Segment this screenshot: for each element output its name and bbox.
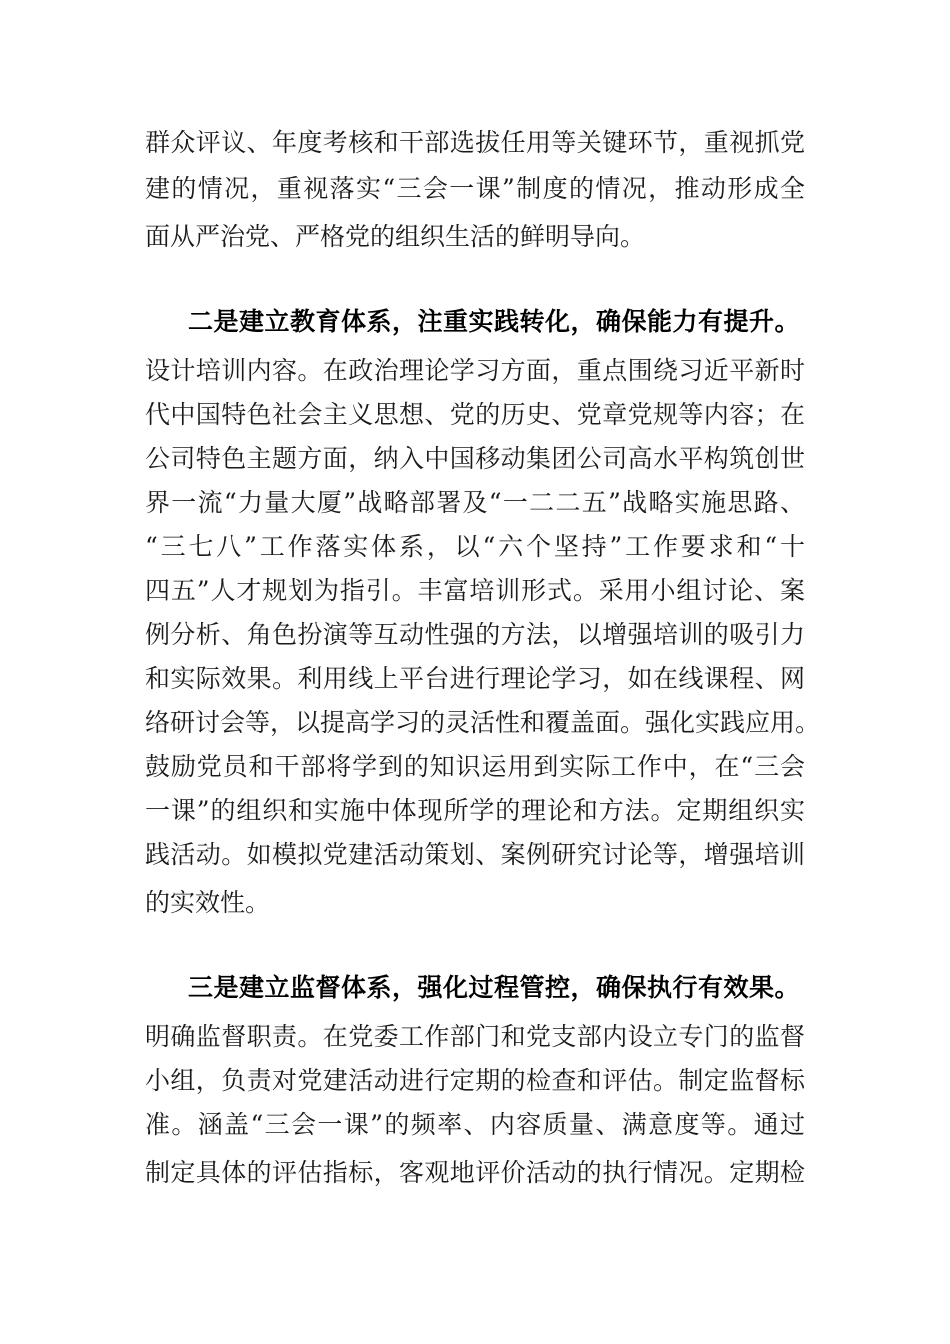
paragraph-line: 代中国特色社会主义思想、党的历史、党章党规等内容；在 xyxy=(145,400,805,429)
paragraph-line: 准。涵盖“三会一课”的频率、内容质量、满意度等。通过 xyxy=(145,1110,805,1139)
paragraph-line: 公司特色主题方面，纳入中国移动集团公司高水平构筑创世 xyxy=(145,444,805,473)
paragraph-line: 的实效性。 xyxy=(145,888,271,917)
paragraph-line: 面从严治党、严格党的组织生活的鲜明导向。 xyxy=(145,222,646,251)
paragraph-line: 一课”的组织和实施中体现所学的理论和方法。定期组织实 xyxy=(145,796,805,825)
section-heading-supervision: 三是建立监督体系，强化过程管控，确保执行有效果。 xyxy=(188,973,801,1002)
paragraph-line: 小组，负责对党建活动进行定期的检查和评估。制定监督标 xyxy=(145,1066,805,1095)
paragraph-line: 鼓励党员和干部将学到的知识运用到实际工作中，在“三会 xyxy=(145,752,805,781)
paragraph-line: 和实际效果。利用线上平台进行理论学习，如在线课程、网 xyxy=(145,664,805,693)
paragraph-line: 络研讨会等，以提高学习的灵活性和覆盖面。强化实践应用。 xyxy=(145,708,821,737)
paragraph-line: 制定具体的评估指标，客观地评价活动的执行情况。定期检 xyxy=(145,1158,805,1187)
paragraph-line: 建的情况，重视落实“三会一课”制度的情况，推动形成全 xyxy=(145,174,805,203)
paragraph-line: 界一流“力量大厦”战略部署及“一二二五”战略实施思路、 xyxy=(145,488,805,517)
paragraph-line: 设计培训内容。在政治理论学习方面，重点围绕习近平新时 xyxy=(145,356,805,385)
paragraph-line: 践活动。如模拟党建活动策划、案例研究讨论等，增强培训 xyxy=(145,840,805,869)
paragraph-line: 例分析、角色扮演等互动性强的方法，以增强培训的吸引力 xyxy=(145,620,805,649)
paragraph-line: 四五”人才规划为指引。丰富培训形式。采用小组讨论、案 xyxy=(145,576,805,605)
paragraph-line: “三七八”工作落实体系，以“六个坚持”工作要求和“十 xyxy=(145,532,805,561)
paragraph-line: 群众评议、年度考核和干部选拔任用等关键环节，重视抓党 xyxy=(145,128,805,157)
paragraph-line: 明确监督职责。在党委工作部门和党支部内设立专门的监督 xyxy=(145,1022,805,1051)
section-heading-education: 二是建立教育体系，注重实践转化，确保能力有提升。 xyxy=(188,307,801,336)
